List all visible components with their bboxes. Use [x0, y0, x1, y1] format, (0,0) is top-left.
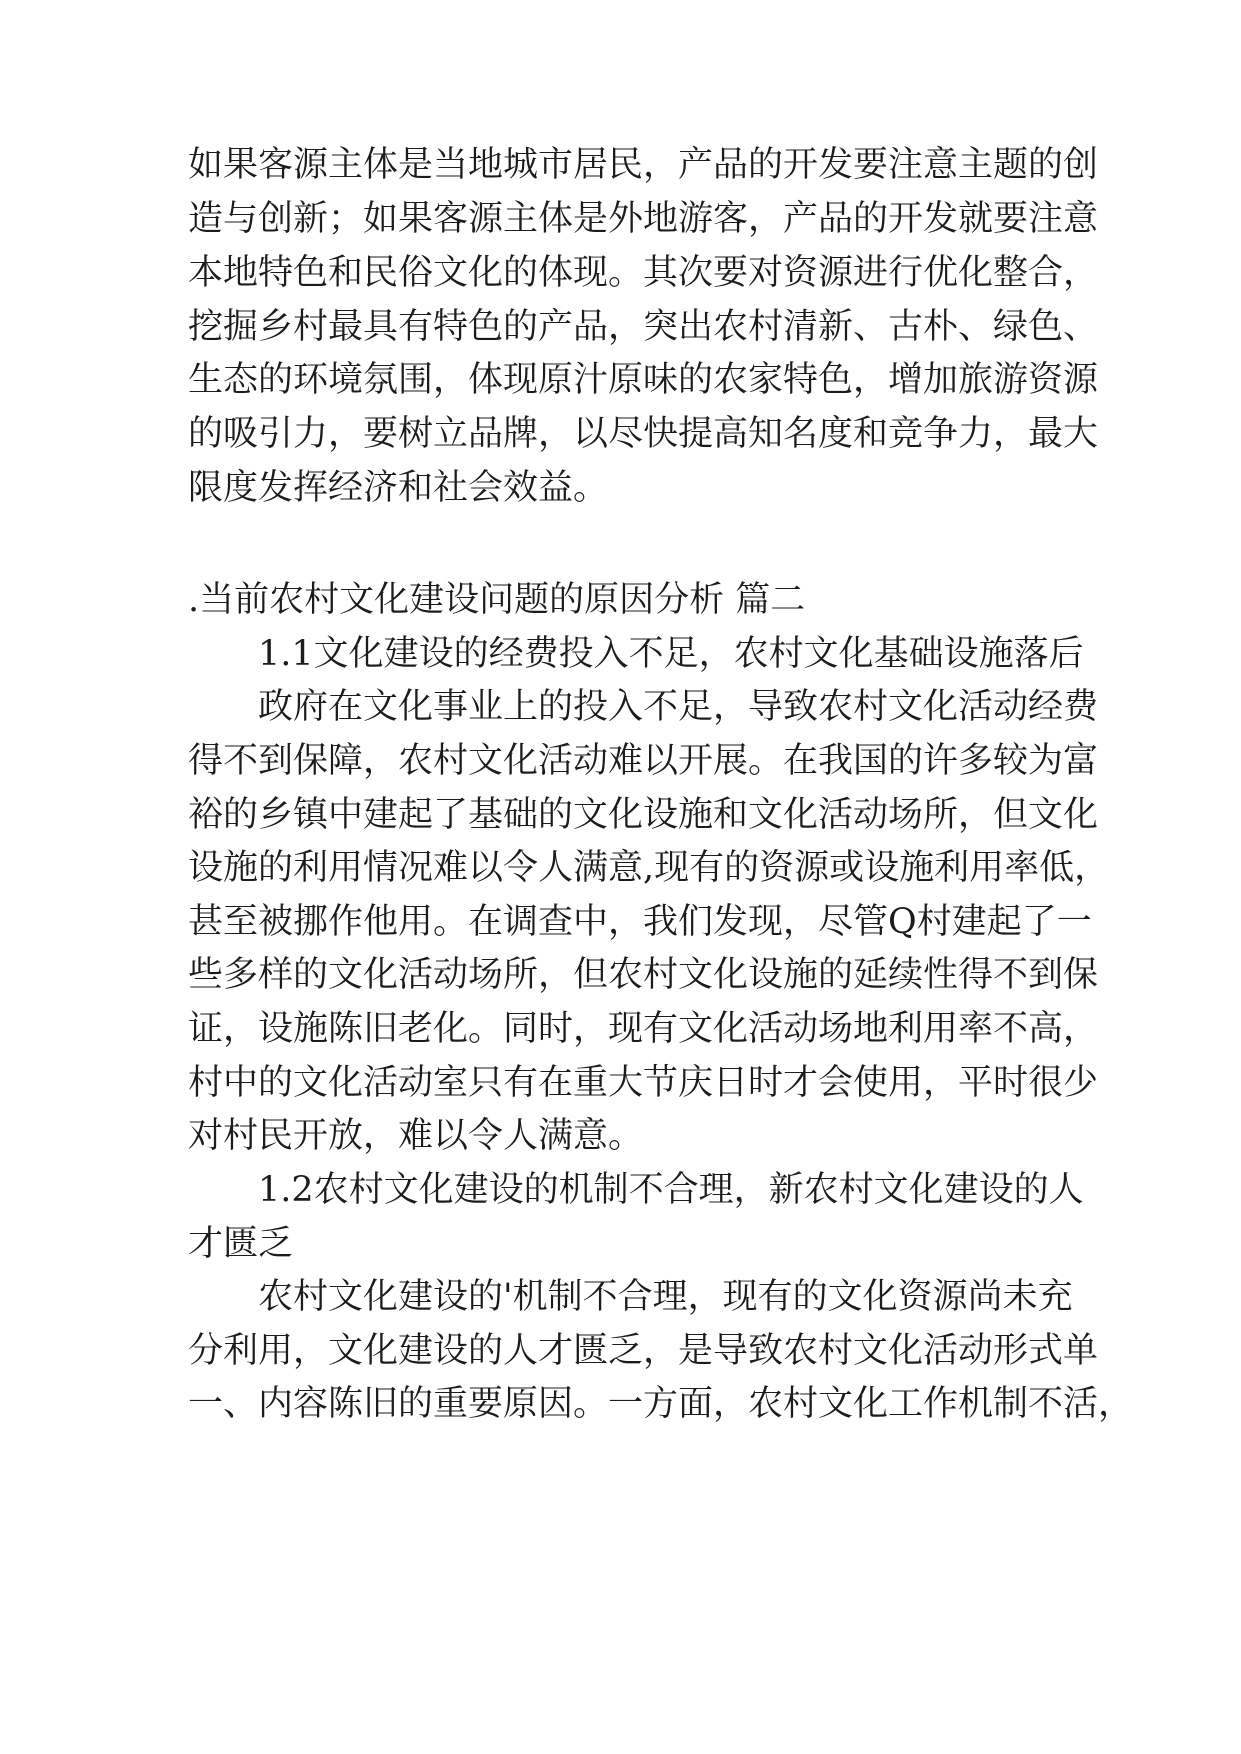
text-line: 证，设施陈旧老化。同时，现有文化活动场地利用率不高， — [188, 1009, 1099, 1049]
text-line: 如果客源主体是当地城市居民，产品的开发要注意主题的创 — [188, 145, 1099, 185]
text-line: 本地特色和民俗文化的体现。其次要对资源进行优化整合， — [188, 253, 1099, 293]
section-heading: .当前农村文化建设问题的原因分析 篇二 — [188, 580, 806, 620]
text-line: 一、内容陈旧的重要原因。一方面，农村文化工作机制不活， — [188, 1384, 1134, 1424]
text-line: 分利用，文化建设的人才匮乏，是导致农村文化活动形式单 — [188, 1331, 1099, 1371]
text-line: 村中的文化活动室只有在重大节庆日时才会使用，平时很少 — [188, 1063, 1099, 1103]
subsection-heading-continued: 才匮乏 — [188, 1224, 294, 1264]
text-line: 裕的乡镇中建起了基础的文化设施和文化活动场所，但文化 — [188, 795, 1099, 835]
subsection-heading: 1.1文化建设的经费投入不足，农村文化基础设施落后 — [258, 634, 1084, 674]
text-line: 挖掘乡村最具有特色的产品，突出农村清新、古朴、绿色、 — [188, 307, 1099, 347]
text-line: 甚至被挪作他用。在调查中，我们发现，尽管Q村建起了一 — [188, 902, 1092, 942]
text-line: 农村文化建设的'机制不合理，现有的文化资源尚未充 — [258, 1277, 1073, 1317]
subsection-heading: 1.2农村文化建设的机制不合理，新农村文化建设的人 — [258, 1170, 1084, 1210]
text-line: 生态的环境氛围，体现原汁原味的农家特色，增加旅游资源 — [188, 360, 1099, 400]
text-line: 设施的利用情况难以令人满意,现有的资源或设施利用率低， — [188, 848, 1110, 888]
text-line: 的吸引力，要树立品牌，以尽快提高知名度和竞争力，最大 — [188, 414, 1099, 454]
text-line: 限度发挥经济和社会效益。 — [188, 468, 609, 508]
text-line: 些多样的文化活动场所，但农村文化设施的延续性得不到保 — [188, 955, 1099, 995]
text-line: 对村民开放，难以令人满意。 — [188, 1116, 644, 1156]
text-line: 得不到保障，农村文化活动难以开展。在我国的许多较为富 — [188, 741, 1099, 781]
text-line: 造与创新；如果客源主体是外地游客，产品的开发就要注意 — [188, 199, 1099, 239]
text-line: 政府在文化事业上的投入不足，导致农村文化活动经费 — [258, 687, 1099, 727]
